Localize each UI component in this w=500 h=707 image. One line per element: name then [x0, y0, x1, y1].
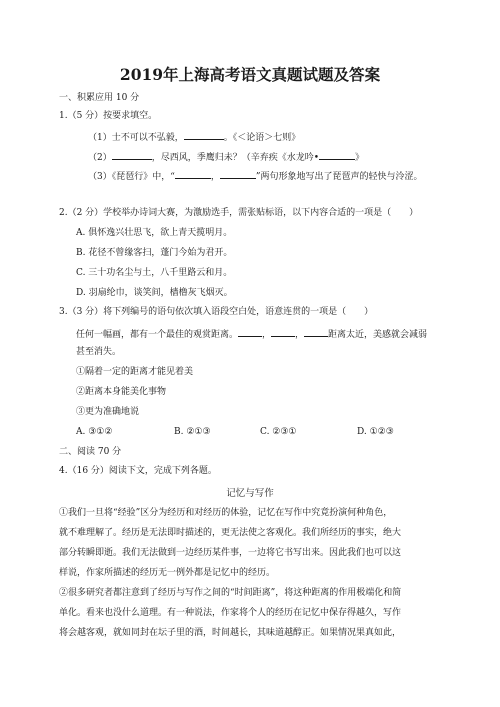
passage-text-2: 距离太近，美感就会减弱: [328, 330, 428, 340]
question-2-option-d: D. 羽扇纶巾，谈笑间，樯橹灰飞烟灭。: [76, 288, 233, 298]
article-title: 记忆与写作: [226, 488, 274, 499]
question-2-stem: 2.（2 分）学校举办诗词大赛，为激励选手，需张贴标语，以下内容合适的一项是（ ）: [59, 208, 419, 218]
section-heading-accumulation: 一、积累应用 10 分: [59, 93, 140, 103]
question-3-option-d: D. ①②③: [357, 427, 394, 437]
question-3-sentence-2: ②距离本身能美化事物: [76, 387, 167, 397]
item-1-text-after: 。《＜论语＞七则》: [223, 133, 301, 143]
item-3-text-before: （3）《琵琶行》中，“: [88, 172, 175, 182]
question-3-option-c: C. ②③①: [260, 427, 297, 437]
blank-2[interactable]: [112, 150, 152, 160]
question-2-option-c: C. 三十功名尘与土，八千里路云和月。: [76, 268, 233, 278]
blank-1[interactable]: [184, 130, 224, 140]
question-3-passage-line-2: 甚至消失。: [76, 347, 122, 357]
item-2-text-before: （2）: [88, 153, 112, 163]
question-3-sentence-1: ①隔着一定的距离才能见着美: [76, 367, 194, 377]
article-line: 将会越客观，就如同封在坛子里的酒，时间越长，其味道越醇正。如果情况果真如此，: [59, 628, 402, 638]
question-2-option-a: A. 俱怀逸兴壮思飞，欲上青天揽明月。: [76, 228, 233, 238]
article-line: 样说，作家所描述的经历无一例外都是记忆中的经历。: [59, 568, 276, 578]
page-title: 2019年上海高考语文真题试题及答案: [119, 65, 381, 84]
passage-comma-1: ，: [262, 330, 272, 340]
question-1-stem: 1.（5 分）按要求填空。: [59, 111, 158, 121]
passage-blank-1[interactable]: [238, 327, 262, 337]
passage-comma-2: ，: [295, 330, 305, 340]
article-line: ①我们一旦将“经验”区分为经历和对经历的体验，记忆在写作中究竟扮演何种角色，: [59, 508, 393, 518]
question-4-stem: 4.（16 分）阅读下文，完成下列各题。: [59, 466, 217, 476]
passage-blank-3[interactable]: [304, 327, 328, 337]
section-heading-reading: 二、阅读 70 分: [59, 447, 122, 457]
blank-4[interactable]: [175, 169, 211, 179]
question-2-option-b: B. 花径不曾缘客扫，蓬门今始为君开。: [76, 248, 233, 258]
article-line: 部分转瞬即逝。我们无法做到一边经历某件事，一边将它书写出来。因此我们也可以这: [59, 548, 402, 558]
question-3-passage-line-1: [76, 327, 427, 341]
question-1-item-3: [88, 169, 422, 183]
article-line: 单化。看来也没什么道理。有一种说法，作家将个人的经历在记忆中保存得越久，写作: [59, 608, 402, 618]
item-1-text-before: （1）士不可以不弘毅，: [88, 133, 184, 143]
passage-blank-2[interactable]: [271, 327, 295, 337]
question-3-option-b: B. ②①③: [174, 427, 211, 437]
question-3-option-a: A. ③①②: [76, 427, 113, 437]
question-3-stem: 3.（3 分）将下列编号的语句依次填入语段空白处，语意连贯的一项是（ ）: [59, 307, 374, 317]
question-3-sentence-3: ③更为准确地说: [76, 407, 140, 417]
blank-5[interactable]: [220, 169, 256, 179]
item-3-text-after: ”两句形象地写出了琵琶声的轻快与泠涩。: [255, 172, 423, 182]
item-2-text-middle: ，尽西风，季鹰归未？（辛弃疾《水龙吟•: [151, 153, 320, 163]
passage-text-1: 任何一幅画，都有一个最佳的观赏距离。: [76, 330, 239, 340]
question-1-item-2: [88, 150, 364, 164]
article-line: 就不难理解了。经历是无法即时描述的，更无法使之客观化。我们所经历的事实，绝大: [59, 528, 402, 538]
question-1-item-1: [88, 130, 300, 144]
article-line: ②很多研究者都注意到了经历与写作之间的“时间距离”，将这种距离的作用极端化和简: [59, 588, 402, 598]
blank-3[interactable]: [319, 150, 355, 160]
item-3-comma: ，: [210, 172, 220, 182]
item-2-text-after: 》: [355, 153, 365, 163]
